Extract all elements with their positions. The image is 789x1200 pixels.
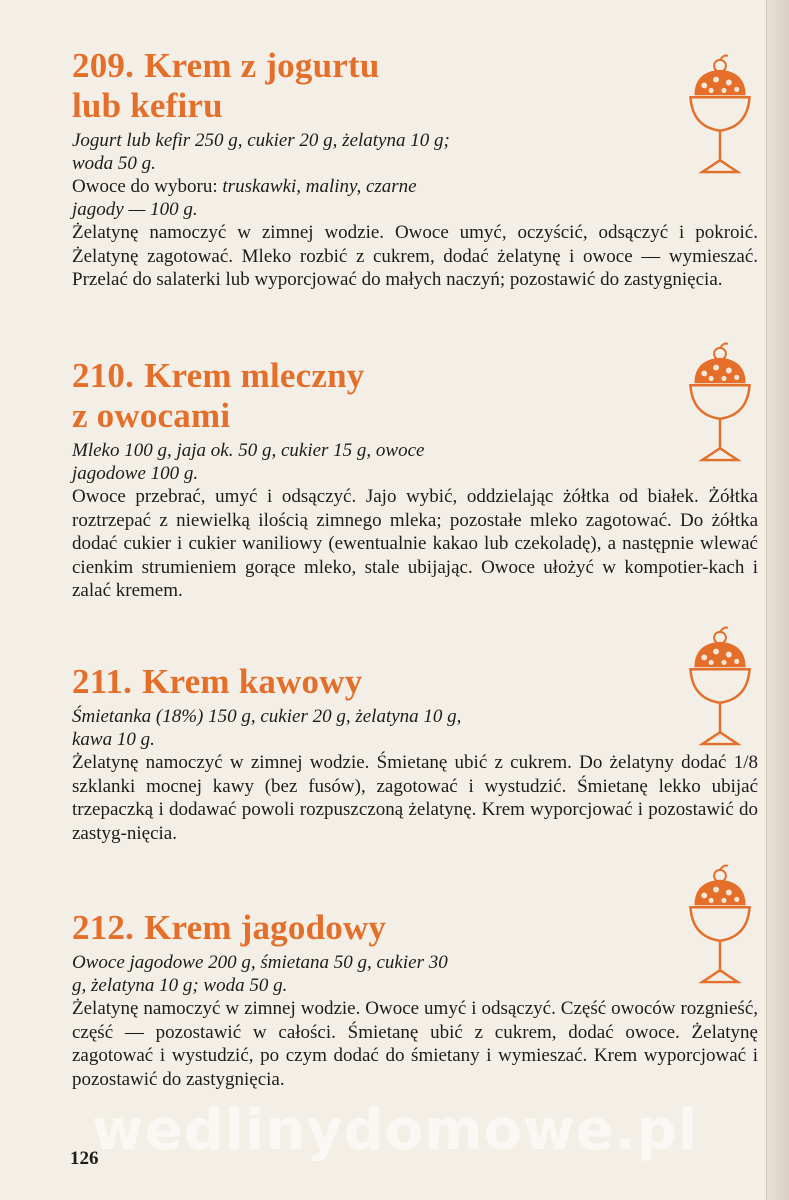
dessert-cup-icon: [684, 862, 756, 986]
watermark: wedlinydomowe.pl: [92, 1098, 699, 1163]
recipe-fruit-options: [72, 175, 472, 221]
recipe-title-line1: Krem mleczny: [144, 356, 365, 395]
page-number: 126: [70, 1148, 99, 1169]
recipe-title-line1: Krem kawowy: [142, 662, 363, 701]
recipe-number: 209.: [72, 46, 135, 85]
recipe-209: [72, 46, 760, 292]
fruit-options-items: truskawki, maliny, czarne jagody — 100 g.: [72, 176, 417, 220]
recipe-title-line2: lub kefiru: [72, 86, 223, 125]
recipe-title: [72, 908, 760, 948]
dessert-cup-icon: [684, 340, 756, 464]
recipe-title-line1: Krem z jogurtu: [144, 46, 380, 85]
recipe-title-line1: Krem jagodowy: [144, 908, 387, 947]
recipe-ingredients: Śmietanka (18%) 150 g, cukier 20 g, żelatyna 10 g, kawa 10 g.: [72, 706, 462, 750]
recipe-instructions: Żelatynę namoczyć w zimnej wodzie. Śmietanę ubić z cukrem. Do żelatyny dodać 1/8 szklanki mocnej kawy (bez fusów), zagotować i wystudzić. Śmietanę lekko ubijać trzepaczką i dodawać powoli rozpuszczoną żelatynę. Krem wyporcjować i pozostawić do zastyg-nięcia.: [72, 752, 758, 844]
recipe-title-line2: z owocami: [72, 396, 231, 435]
fruit-options-prefix: Owoce do wyboru:: [72, 176, 223, 197]
dessert-cup-icon: [684, 624, 756, 748]
recipe-instructions: Żelatynę namoczyć w zimnej wodzie. Owoce umyć i odsączyć. Część owoców rozgnieść, część — pozostawić w całości. Śmietanę ubić z cukrem, dodać owoce. Żelatynę zagotować i wystudzić, po czym dodać do śmietany i wymieszać. Krem wyporcjować i pozostawić do zastygnięcia.: [72, 998, 758, 1090]
recipe-ingredients: Owoce jagodowe 200 g, śmietana 50 g, cukier 30 g, żelatyna 10 g; woda 50 g.: [72, 952, 448, 996]
recipe-title: [72, 46, 760, 126]
recipe-title: [72, 356, 760, 436]
recipe-210: [72, 356, 760, 603]
page-edge: [766, 0, 789, 1200]
recipe-number: 212.: [72, 908, 135, 947]
recipe-number: 210.: [72, 356, 135, 395]
recipe-title: [72, 662, 760, 702]
recipe-instructions: Żelatynę namoczyć w zimnej wodzie. Owoce umyć, oczyścić, odsączyć i pokroić. Żelatynę zagotować. Mleko rozbić z cukrem, dodać żelatynę i owoce — wymieszać. Przelać do salaterki lub wyporcjować do małych naczyń; pozostawić do zastygnięcia.: [72, 222, 758, 290]
recipe-ingredients: Jogurt lub kefir 250 g, cukier 20 g, żelatyna 10 g; woda 50 g.: [72, 130, 450, 174]
dessert-cup-icon: [684, 52, 756, 176]
recipe-211: [72, 662, 760, 845]
recipe-212: [72, 908, 760, 1091]
recipe-number: 211.: [72, 662, 133, 701]
recipe-ingredients: Mleko 100 g, jaja ok. 50 g, cukier 15 g, owoce jagodowe 100 g.: [72, 440, 425, 484]
recipe-instructions: Owoce przebrać, umyć i odsączyć. Jajo wybić, oddzielając żółtka od białek. Żółtka roztrzepać z niewielką ilością zimnego mleka; pozostałe mleko zagotować. Do żółtka dodać cukier i cukier waniliowy (ewentualnie kakao lub czekoladę), a następnie wlewać cienkim strumieniem gorące mleko, stale ubijając. Owoce ułożyć w kompotier-kach i zalać kremem.: [72, 486, 758, 601]
